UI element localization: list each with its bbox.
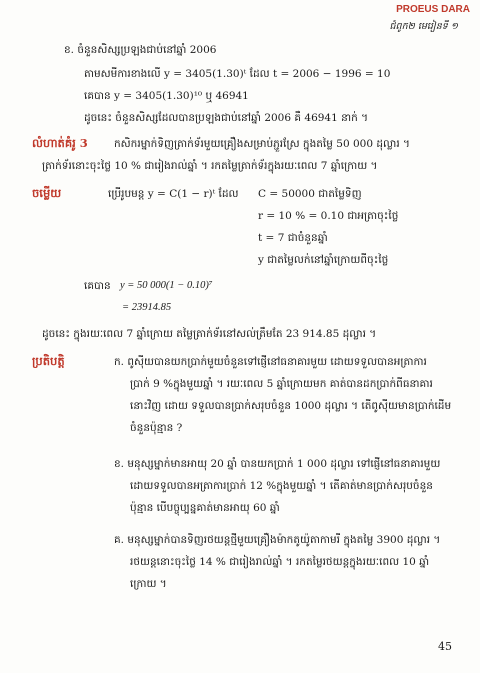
formula-intro: ប្រើរូបមន្ត y = C(1 − r)ᵗ ដែល [108,188,239,200]
exercise-c-line-1: គ. មនុស្សម្នាក់បានទិញរថយន្តថ្មីមួយគ្រឿងម៉ាកតូយ៉ូតាកាមរី ក្នុងតម្លៃ 3900 ដុល្លារ ។ [114,534,441,546]
part-b-line-2: គេបាន y = 3405(1.30)¹⁰ ឬ 46941 [84,90,249,102]
solution-conclusion: ដូចនេះ ក្នុងរយៈពេល 7 ឆ្នាំក្រោយ តម្លៃត្រាក់ទ័រនៅសល់ត្រឹមតែ 23 914.85 ដុល្លារ ។ [42,328,377,340]
exercise-a-line-4: ចំនួនប៉ុន្មាន ? [130,422,183,434]
chapter-header: ជំពូក២ មេរៀនទី ១ [389,21,458,32]
example-3-line-1: កសិករម្នាក់ទិញត្រាក់ទ័រមួយគ្រឿងសម្រាប់ភ្ជួរស្រែ ក្នុងតម្លៃ 50 000 ដុល្លារ ។ [114,138,410,150]
exercise-a-line-2: ប្រាក់ 9 %ក្នុងមួយឆ្នាំ ។ រយៈពេល 5 ឆ្នាំក្រោយមក គាត់បានដកប្រាក់ពីធនាគារ [130,378,433,390]
definition-r: r = 10 % = 0.10 ជាអត្រាចុះថ្លៃ [258,210,399,222]
exercise-b-line-3: ប៉ុន្មាន បើបច្ចុប្បន្នគាត់មានអាយុ 60 ឆ្នាំ [130,502,280,514]
exercise-c-line-2: រថយន្តនោះចុះថ្លៃ 14 % ជារៀងរាល់ឆ្នាំ ។ រកតម្លៃរថយន្តក្នុងរយៈពេល 10 ឆ្នាំ [130,556,430,568]
exercise-a-line-1: ក. ពូស៊ីយបានយកប្រាក់មួយចំនួនទៅផ្ញើនៅធនាគារមួយ ដោយទទួលបានអត្រាការ [114,356,427,368]
exercise-c-line-3: ក្រោយ ។ [130,578,167,590]
equation-2: = 23914.85 [122,302,172,313]
exercise-b-line-1: ខ. មនុស្សម្នាក់មានអាយុ 20 ឆ្នាំ បានយកប្រាក់ 1 000 ដុល្លារ ទៅផ្ញើនៅធនាគារមួយ [114,458,441,470]
page-number: 45 [438,640,452,653]
part-b-line-3: ដូចនេះ ចំនួនសិស្សដែលបានប្រឡងជាប់នៅឆ្នាំ 2006 គឺ 46941 នាក់ ។ [84,112,369,124]
brand-mark: PROEUS DARA [396,4,470,15]
gets-label: គេបាន [84,280,111,292]
example-3-line-2: ត្រាក់ទ័រនោះចុះថ្លៃ 10 % ជារៀងរាល់ឆ្នាំ ។ រកតម្លៃត្រាក់ទ័រក្នុងរយៈពេល 7 ឆ្នាំក្រោយ ។ [42,160,378,172]
definition-y: y ជាតម្លៃលក់នៅឆ្នាំក្រោយពីចុះថ្លៃ [258,254,389,266]
exercises-label: ប្រតិបត្តិ [32,354,65,368]
definition-t: t = 7 ជាចំនួនឆ្នាំ [258,232,328,244]
solution-label: ចម្លើយ [32,186,62,200]
equation-1: y = 50 000(1 − 0.10)⁷ [120,280,213,291]
part-b-heading: ខ. ចំនួនសិស្សប្រឡងជាប់នៅឆ្នាំ 2006 [64,44,217,56]
part-b-line-1: តាមសមីការខាងលើ y = 3405(1.30)ᵗ ដែល t = 2006 − 1996 = 10 [84,68,391,80]
exercise-a-line-3: នោះវិញ ដោយ ទទួលបានប្រាក់សរុបចំនួន 1000 ដុល្លារ ។ តើពូស៊ីយមានប្រាក់ដើម [130,400,452,412]
definition-c: C = 50000 ជាតម្លៃទិញ [258,188,362,200]
example-3-label: លំហាត់គំរូ 3 [32,136,88,150]
exercise-b-line-2: ដោយទទួលបានអត្រាការប្រាក់ 12 %ក្នុងមួយឆ្នាំ ។ តើគាត់មានប្រាក់សរុបចំនួន [130,480,433,492]
